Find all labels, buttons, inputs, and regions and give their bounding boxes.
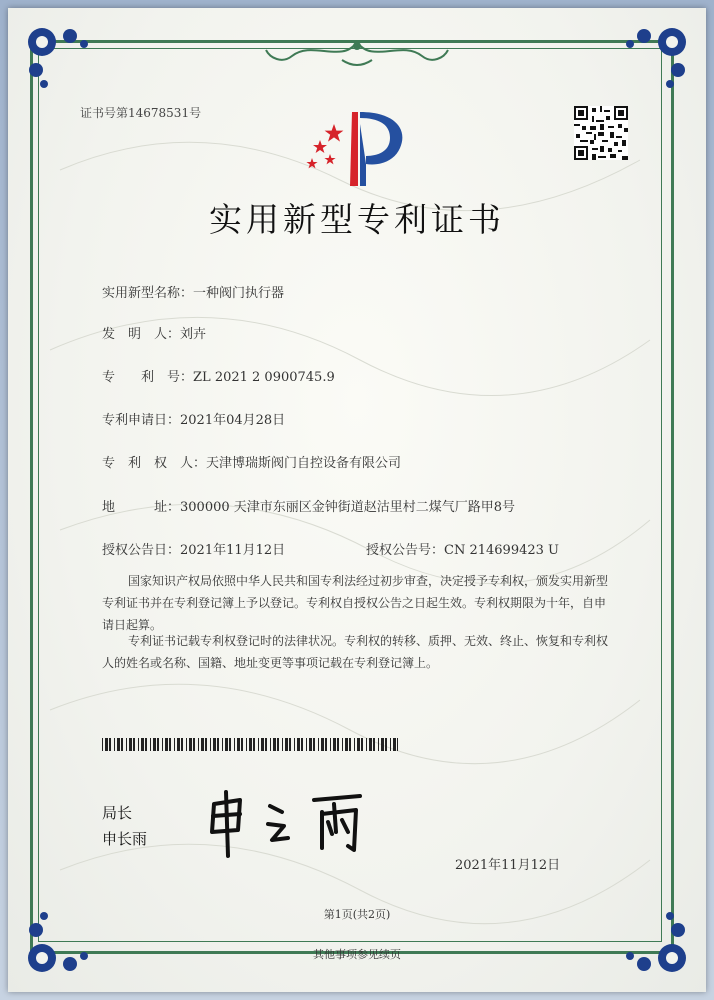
field-value: 2021年11月12日 [180, 543, 286, 558]
director-name: 申长雨 [102, 830, 148, 848]
corner-ornament-icon [22, 22, 102, 102]
director-title: 局长 [102, 804, 133, 822]
barcode-icon [102, 738, 398, 751]
field-value: 300000 天津市东丽区金钟街道赵沽里村二煤气厂路甲8号 [180, 500, 516, 515]
legal-paragraph-1: 国家知识产权局依照中华人民共和国专利法经过初步审查，决定授予专利权，颁发实用新型专利证书并在专利登记簿上予以登记。专利权自授权公告之日起生效。专利权期限为十年，自申请日起算。 [102, 574, 609, 632]
cnipa-logo-icon [300, 104, 412, 190]
certificate-title: 实用新型专利证书 [209, 200, 505, 239]
corner-ornament-icon [612, 22, 692, 102]
field-label: 授权公告日： [102, 543, 181, 558]
field-label: 专利申请日： [102, 413, 181, 428]
director-signature [210, 790, 380, 862]
legal-paragraph-2: 专利证书记载专利权登记时的法律状况。专利权的转移、质押、无效、终止、恢复和专利权人的姓名或名称、国籍、地址变更等事项记载在专利登记簿上。 [102, 634, 609, 670]
field-address [102, 496, 515, 515]
field-application-date [102, 409, 285, 428]
field-label: 发 明 人： [102, 327, 181, 342]
field-inventor [102, 323, 206, 342]
issue-date: 2021年11月12日 [455, 858, 561, 873]
page-indicator: 第1页(共2页) [323, 908, 391, 921]
field-label: 专 利 号： [102, 370, 194, 385]
field-value: 刘卉 [180, 327, 207, 342]
field-label: 地 址： [102, 500, 181, 515]
continuation-note: 其他事项参见续页 [313, 948, 401, 961]
field-grant-number [366, 539, 559, 558]
field-label: 授权公告号： [366, 543, 445, 558]
field-value: CN 214699423 U [444, 543, 559, 558]
field-value: 2021年04月28日 [180, 413, 286, 428]
field-patentee [102, 452, 401, 471]
field-patent-number [102, 366, 335, 385]
field-label: 实用新型名称： [102, 286, 194, 301]
top-flourish-icon [262, 36, 452, 70]
field-label: 专 利 权 人： [102, 456, 207, 471]
field-grant-date [102, 539, 285, 558]
field-utility-model-name [102, 282, 284, 301]
field-value: 天津博瑞斯阀门自控设备有限公司 [206, 456, 402, 471]
qr-code-icon [574, 106, 628, 160]
field-value: ZL 2021 2 0900745.9 [193, 370, 335, 385]
field-value: 一种阀门执行器 [193, 286, 285, 301]
certificate-number: 证书号第14678531号 [80, 106, 202, 120]
